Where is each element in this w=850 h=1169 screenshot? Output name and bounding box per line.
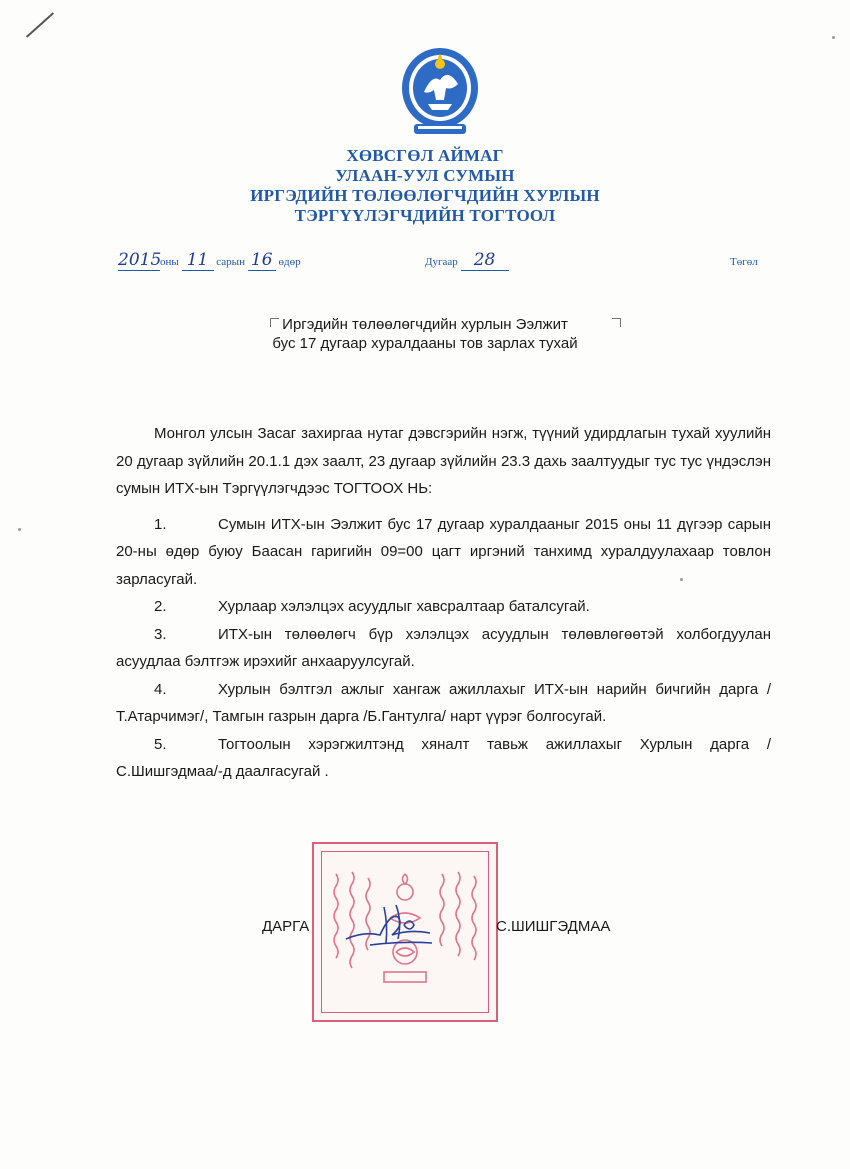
header-line-aimag: ХӨВСГӨЛ АЙМАГ [346, 146, 504, 165]
list-item [116, 511, 771, 594]
list-item-text: Тогтоолын хэрэгжилтэнд хяналт тавьж ажиллахыг Хурлын дарга /С.Шишгэдмаа/-д даалгасугай . [116, 735, 771, 780]
paper-speck [832, 36, 835, 39]
document-date [118, 250, 301, 271]
list-item [116, 676, 771, 731]
date-year: 2015 [118, 250, 162, 270]
title-line-1: Иргэдийн төлөөлөгчдийн хурлын Ээлжит [282, 316, 568, 333]
list-item-number: 4. [154, 680, 167, 698]
issuer-header [0, 146, 850, 226]
document-body [116, 420, 771, 786]
list-item-text: Хурлаар хэлэлцэх асуудлыг хавсралтаар баталсугай. [218, 598, 590, 615]
list-item [116, 593, 771, 621]
date-month-label: сарын [216, 256, 245, 268]
list-item-text: ИТХ-ын төлөөлөгч бүр хэлэлцэх асуудлын төлөвлөгөөтэй холбогдуулан асуудлаа бэлтгэж ирэхийг анхааруулсугай. [116, 625, 771, 670]
date-year-label: оны [160, 256, 179, 268]
document-number [425, 250, 509, 271]
list-item-number: 2. [154, 598, 167, 615]
document-title [0, 315, 850, 353]
document-place: Төгөл [730, 256, 758, 268]
signatory-title: ДАРГА [262, 918, 310, 935]
signatory-name: С.ШИШГЭДМАА [496, 918, 611, 935]
list-item-number: 1. [154, 515, 167, 533]
list-item-number: 5. [154, 735, 167, 753]
handwritten-signature-icon [340, 895, 440, 955]
paper-speck [18, 528, 21, 531]
number-label: Дугаар [425, 256, 458, 268]
list-item [116, 731, 771, 786]
pen-mark [26, 12, 54, 38]
header-line-sum: УЛААН-УУЛ СУМЫН [335, 166, 515, 185]
header-line-resolution: ТЭРГҮҮЛЭГЧДИЙН ТОГТООЛ [294, 206, 556, 225]
title-line-2: бус 17 дугаар хуралдааны тов зарлах тухай [272, 335, 578, 352]
list-item-number: 3. [154, 625, 167, 643]
list-item-text: Хурлын бэлтгэл ажлыг хангаж ажиллахыг ИТХ-ын нарийн бичгийн дарга /Т.Атарчимэг/, Тамгын газрын дарга /Б.Гантулга/ нарт үүрэг болгосугай. [116, 680, 771, 725]
list-item [116, 621, 771, 676]
date-day: 16 [248, 250, 276, 271]
list-item-text: Сумын ИТХ-ын Ээлжит бус 17 дугаар хуралдааныг 2015 оны 11 дүгээр сарын 20-ны өдөр буюу Баасан гаригийн 09=00 цагт иргэний танхимд хуралдуулахаар товлон зарласугай. [116, 515, 771, 588]
date-day-label: өдөр [278, 256, 301, 268]
date-month: 11 [182, 250, 214, 271]
header-line-council: ИРГЭДИЙН ТӨЛӨӨЛӨГЧДИЙН ХУРЛЫН [250, 186, 600, 205]
intro-paragraph: Монгол улсын Засаг захиргаа нутаг дэвсгэрийн нэгж, түүний удирдлагын тухай хуулийн 20 дугаар зүйлийн 20.1.1 дэх заалт, 23 дугаар зүйлийн 23.3 дахь заалтуудыг тус тус үндэслэн сумын ИТХ-ын Тэргүүлэгчдээс ТОГТООХ НЬ: [116, 425, 771, 497]
number-value: 28 [461, 250, 509, 271]
document-meta-row [0, 250, 850, 276]
paper-speck [680, 578, 683, 581]
state-emblem-icon [398, 44, 482, 140]
